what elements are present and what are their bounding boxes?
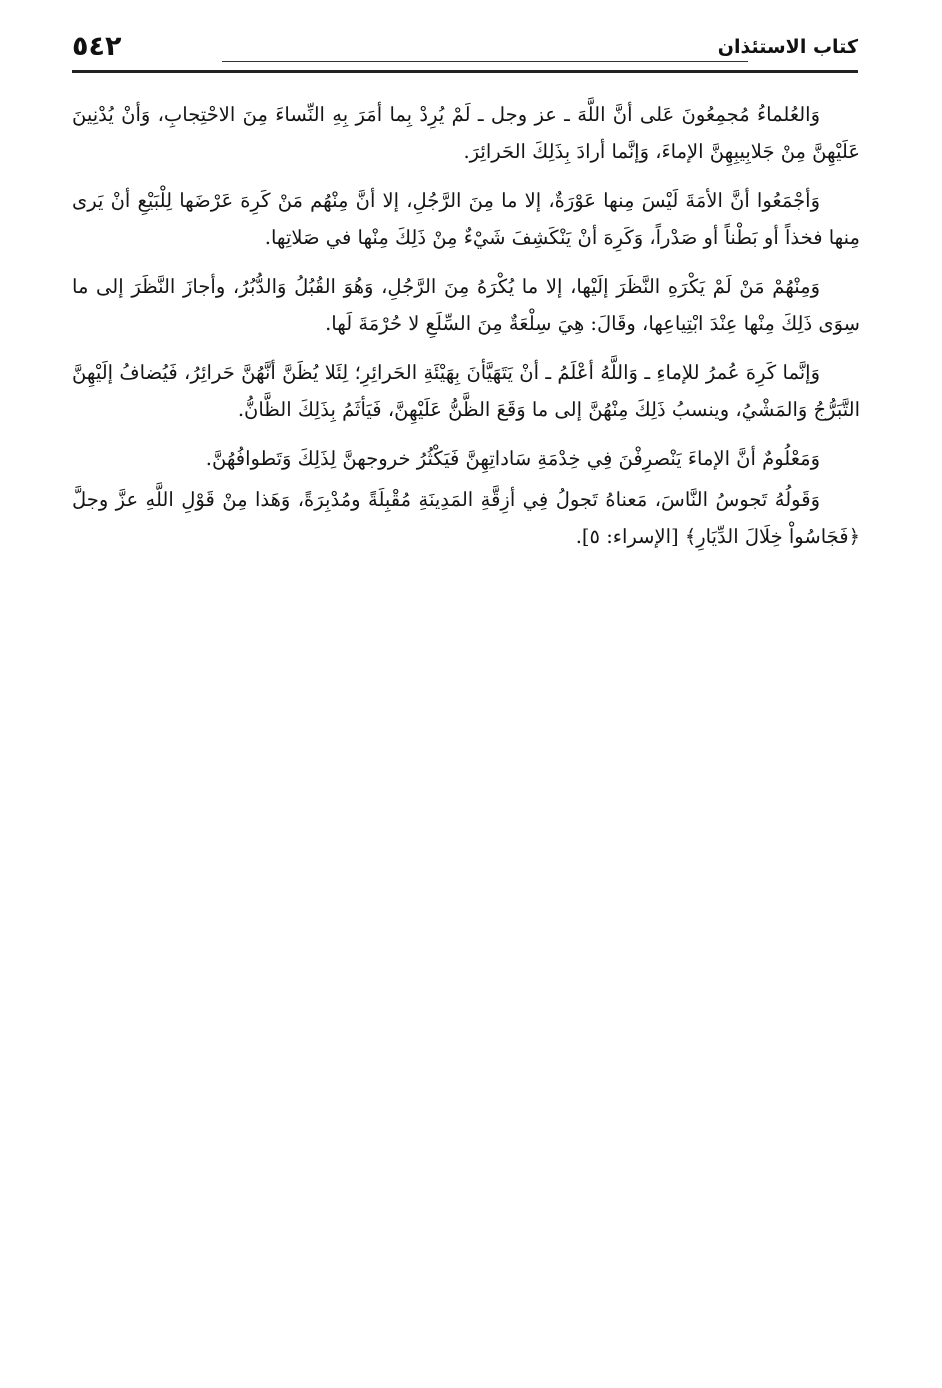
paragraph-4: وَإنَّما كَرِهَ عُمرُ للإماءِ ـ وَاللَّهُ أعْلَمُ ـ أنْ يَتَهَيَّأنَ بِهَيْئَةِ الحَرائِرِ؛ لِئَلا يُظَنَّ أنَّهُنَّ حَرائِرُ، فَيُضافُ إلَيْهِنَّ التَّبَرُّجُ وَالمَشْيُ، وينسبُ ذَلِكَ مِنْهُنَّ إلى ما وَقَعَ الظَّنُّ عَلَيْهِنَّ، فَيَأثَمُ بِذَلِكَ الظَّانُّ. bbox=[72, 361, 860, 421]
header-thin-rule bbox=[222, 61, 748, 62]
running-title: كتاب الاستئذان bbox=[717, 36, 858, 58]
paragraph-2: وَأجْمَعُوا أنَّ الأمَةَ لَيْسَ مِنها عَوْرَةٌ، إلا ما مِنَ الرَّجُلِ، إلا أنَّ مِنْهُم مَنْ كَرِهَ عَرْضَها لِلْبَيْعِ أنْ يَرى مِنها فخذاً أو بَطْناً أو صَدْراً، وَكَرِهَ أنْ يَنْكَشِفَ شَيْءٌ مِنْ ذَلِكَ مِنْها في صَلاتِها. bbox=[72, 189, 860, 249]
paragraph-6: وَقَولُهُ تَجوسُ النَّاسَ، مَعناهُ تَجولُ فِي أزِقَّةِ المَدِينَةِ مُقْبِلَةً ومُدْبِرَةً، وَهَذا مِنْ قَوْلِ اللَّهِ عزَّ وجلَّ ﴿فَجَاسُواْ خِلَالَ الدِّيَارِ﴾ [الإسراء: ٥]. bbox=[72, 488, 860, 548]
paragraph-3: وَمِنْهُمْ مَنْ لَمْ يَكْرَهِ النَّظَرَ إلَيْها، إلا ما يُكْرَهُ مِنَ الرَّجُلِ، وَهُوَ القُبُلُ وَالدُّبُرُ، وأجازَ النَّظَرَ إلى ما سِوَى ذَلِكَ مِنْها عِنْدَ ابْتِياعِها، وقَالَ: هِيَ سِلْعَةٌ مِنَ السِّلَعِ لا حُرْمَةَ لَها. bbox=[72, 275, 860, 335]
main-text bbox=[72, 96, 860, 567]
page-number: ٥٤٢ bbox=[72, 31, 122, 62]
paragraph-5: وَمَعْلُومٌ أنَّ الإماءَ يَنْصرِفْنَ فِي خِدْمَةِ سَاداتِهِنَّ فَيَكْثُرُ خروجهنَّ لِذَلِكَ وَتَطوافُهُنَّ. bbox=[205, 447, 820, 470]
paragraph-1: وَالعُلماءُ مُجمِعُونَ عَلى أنَّ اللَّهَ ـ عز وجل ـ لَمْ يُرِدْ بِما أمَرَ بِهِ النِّساءَ مِنَ الاحْتِجابِ، وَأنْ يُدْنِينَ عَلَيْهِنَّ مِنْ جَلابِيبِهِنَّ الإماءَ، وَإنَّما أرادَ بِذَلِكَ الحَرائِرَ. bbox=[72, 103, 860, 163]
page-header bbox=[72, 30, 858, 70]
header-rule bbox=[72, 70, 858, 73]
